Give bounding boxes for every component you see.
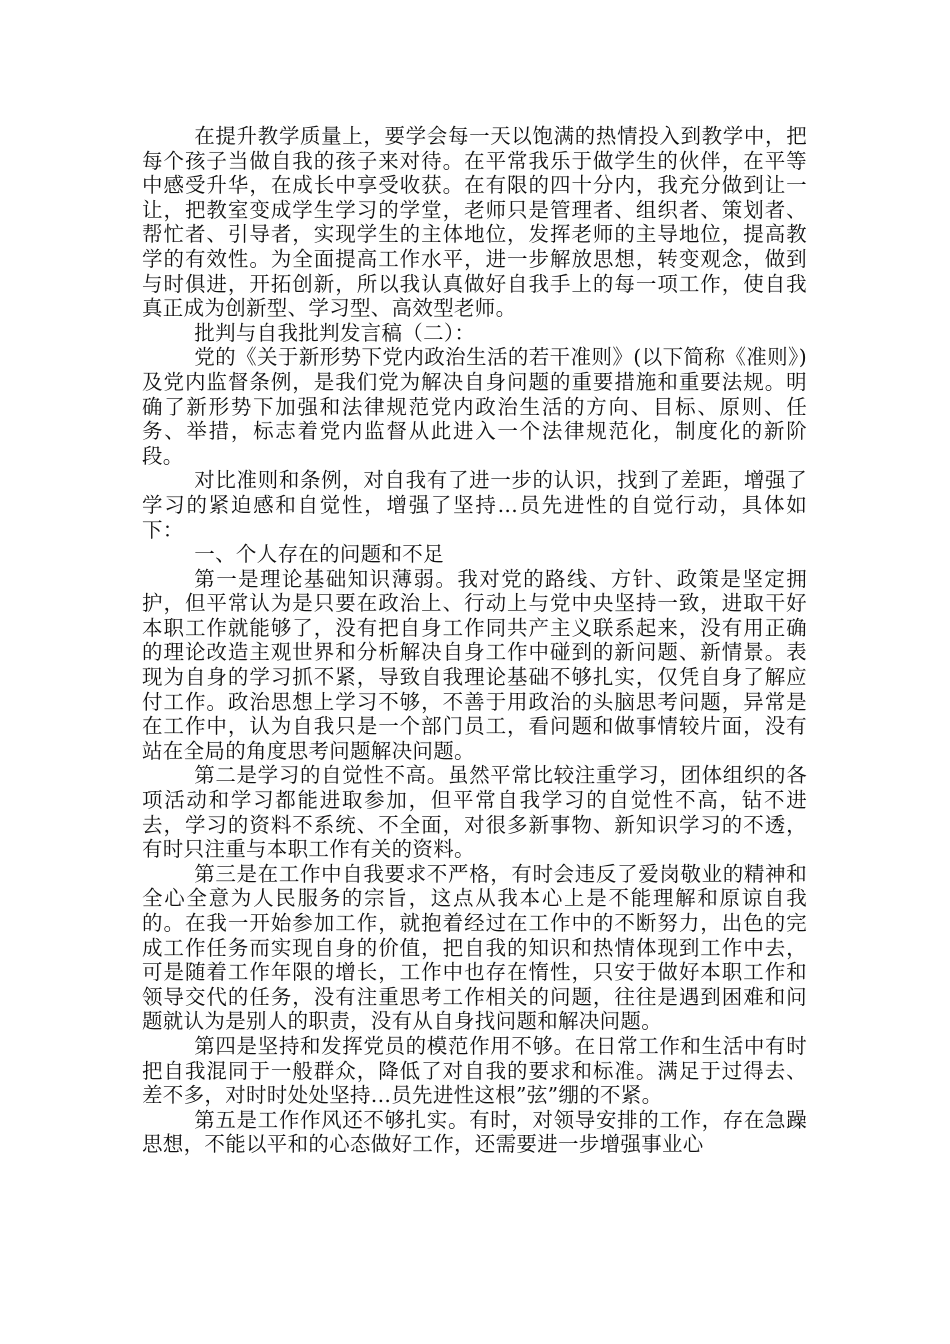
paragraph-problem-two: 第二是学习的自觉性不高。虽然平常比较注重学习，团体组织的各项活动和学习都能进取参加，但平常自我学习的自觉性不高，钻不进去，学习的资料不系统、不全面，对很多新事物、新知识学习的不透，有时只注重与本职工作有关的资料。: [142, 763, 807, 862]
paragraph-problem-one: 第一是理论基础知识薄弱。我对党的路线、方针、政策是坚定拥护，但平常认为是只要在政治上、行动上与党中央坚持一致，进取干好本职工作就能够了，没有把自身工作同共产主义联系起来，没有用正确的理论改造主观世界和分析解决自身工作中碰到的新问题、新情景。表现为自身的学习抓不紧，导致自我理论基础不够扎实，仅凭自身了解应付工作。政治思想上学习不够，不善于用政治的头脑思考问题，异常是在工作中，认为自我只是一个部门员工，看问题和做事情较片面，没有站在全局的角度思考问题解决问题。: [142, 566, 807, 763]
section-title: 批判与自我批判发言稿（二）：: [194, 320, 476, 345]
document-body: [142, 124, 807, 1157]
paragraph-teaching-quality: 在提升教学质量上，要学会每一天以饱满的热情投入到教学中，把每个孩子当做自我的孩子来对待。在平常我乐于做学生的伙伴，在平等中感受升华，在成长中享受收获。在有限的四十分内，我充分做到让一让，把教室变成学生学习的学堂，老师只是管理者、组织者、策划者、帮忙者、引导者，实现学生的主体地位，发挥老师的主导地位，提高教学的有效性。为全面提高工作水平，进一步解放思想，转变观念，做到与时俱进，开拓创新，所以我认真做好自我手上的每一项工作，使自我真正成为创新型、学习型、高效型老师。: [142, 124, 807, 321]
paragraph-problem-three: 第三是在工作中自我要求不严格，有时会违反了爱岗敬业的精神和全心全意为人民服务的宗旨，这点从我本心上是不能理解和原谅自我的。在我一开始参加工作，就抱着经过在工作中的不断努力，出色的完成工作任务而实现自身的价值，把自我的知识和热情体现到工作中去，可是随着工作年限的增长，工作中也存在惰性，只安于做好本职工作和领导交代的任务，没有注重思考工作相关的问题，往往是遇到困难和问题就认为是别人的职责，没有从自身找问题和解决问题。: [142, 861, 807, 1034]
paragraph-party-rules: 党的《关于新形势下党内政治生活的若干准则》(以下简称《准则》)及党内监督条例，是我们党为解决自身问题的重要措施和重要法规。明确了新形势下加强和法律规范党内政治生活的方向、目标、原则、任务、举措，标志着党内监督从此进入一个法律规范化，制度化的新阶段。: [142, 345, 807, 468]
subsection-title: 一、个人存在的问题和不足: [194, 542, 444, 567]
paragraph-problem-five: 第五是工作作风还不够扎实。有时，对领导安排的工作，存在急躁思想，不能以平和的心态做好工作，还需要进一步增强事业心: [142, 1107, 807, 1157]
paragraph-problem-four: 第四是坚持和发挥党员的模范作用不够。在日常工作和生活中有时把自我混同于一般群众，降低了对自我的要求和标准。满足于过得去、差不多，对时时处处坚持...员先进性这根”弦”绷的不紧。: [142, 1033, 807, 1108]
paragraph-comparison: 对比准则和条例，对自我有了进一步的认识，找到了差距，增强了学习的紧迫感和自觉性，增强了坚持...员先进性的自觉行动，具体如下：: [142, 468, 807, 542]
